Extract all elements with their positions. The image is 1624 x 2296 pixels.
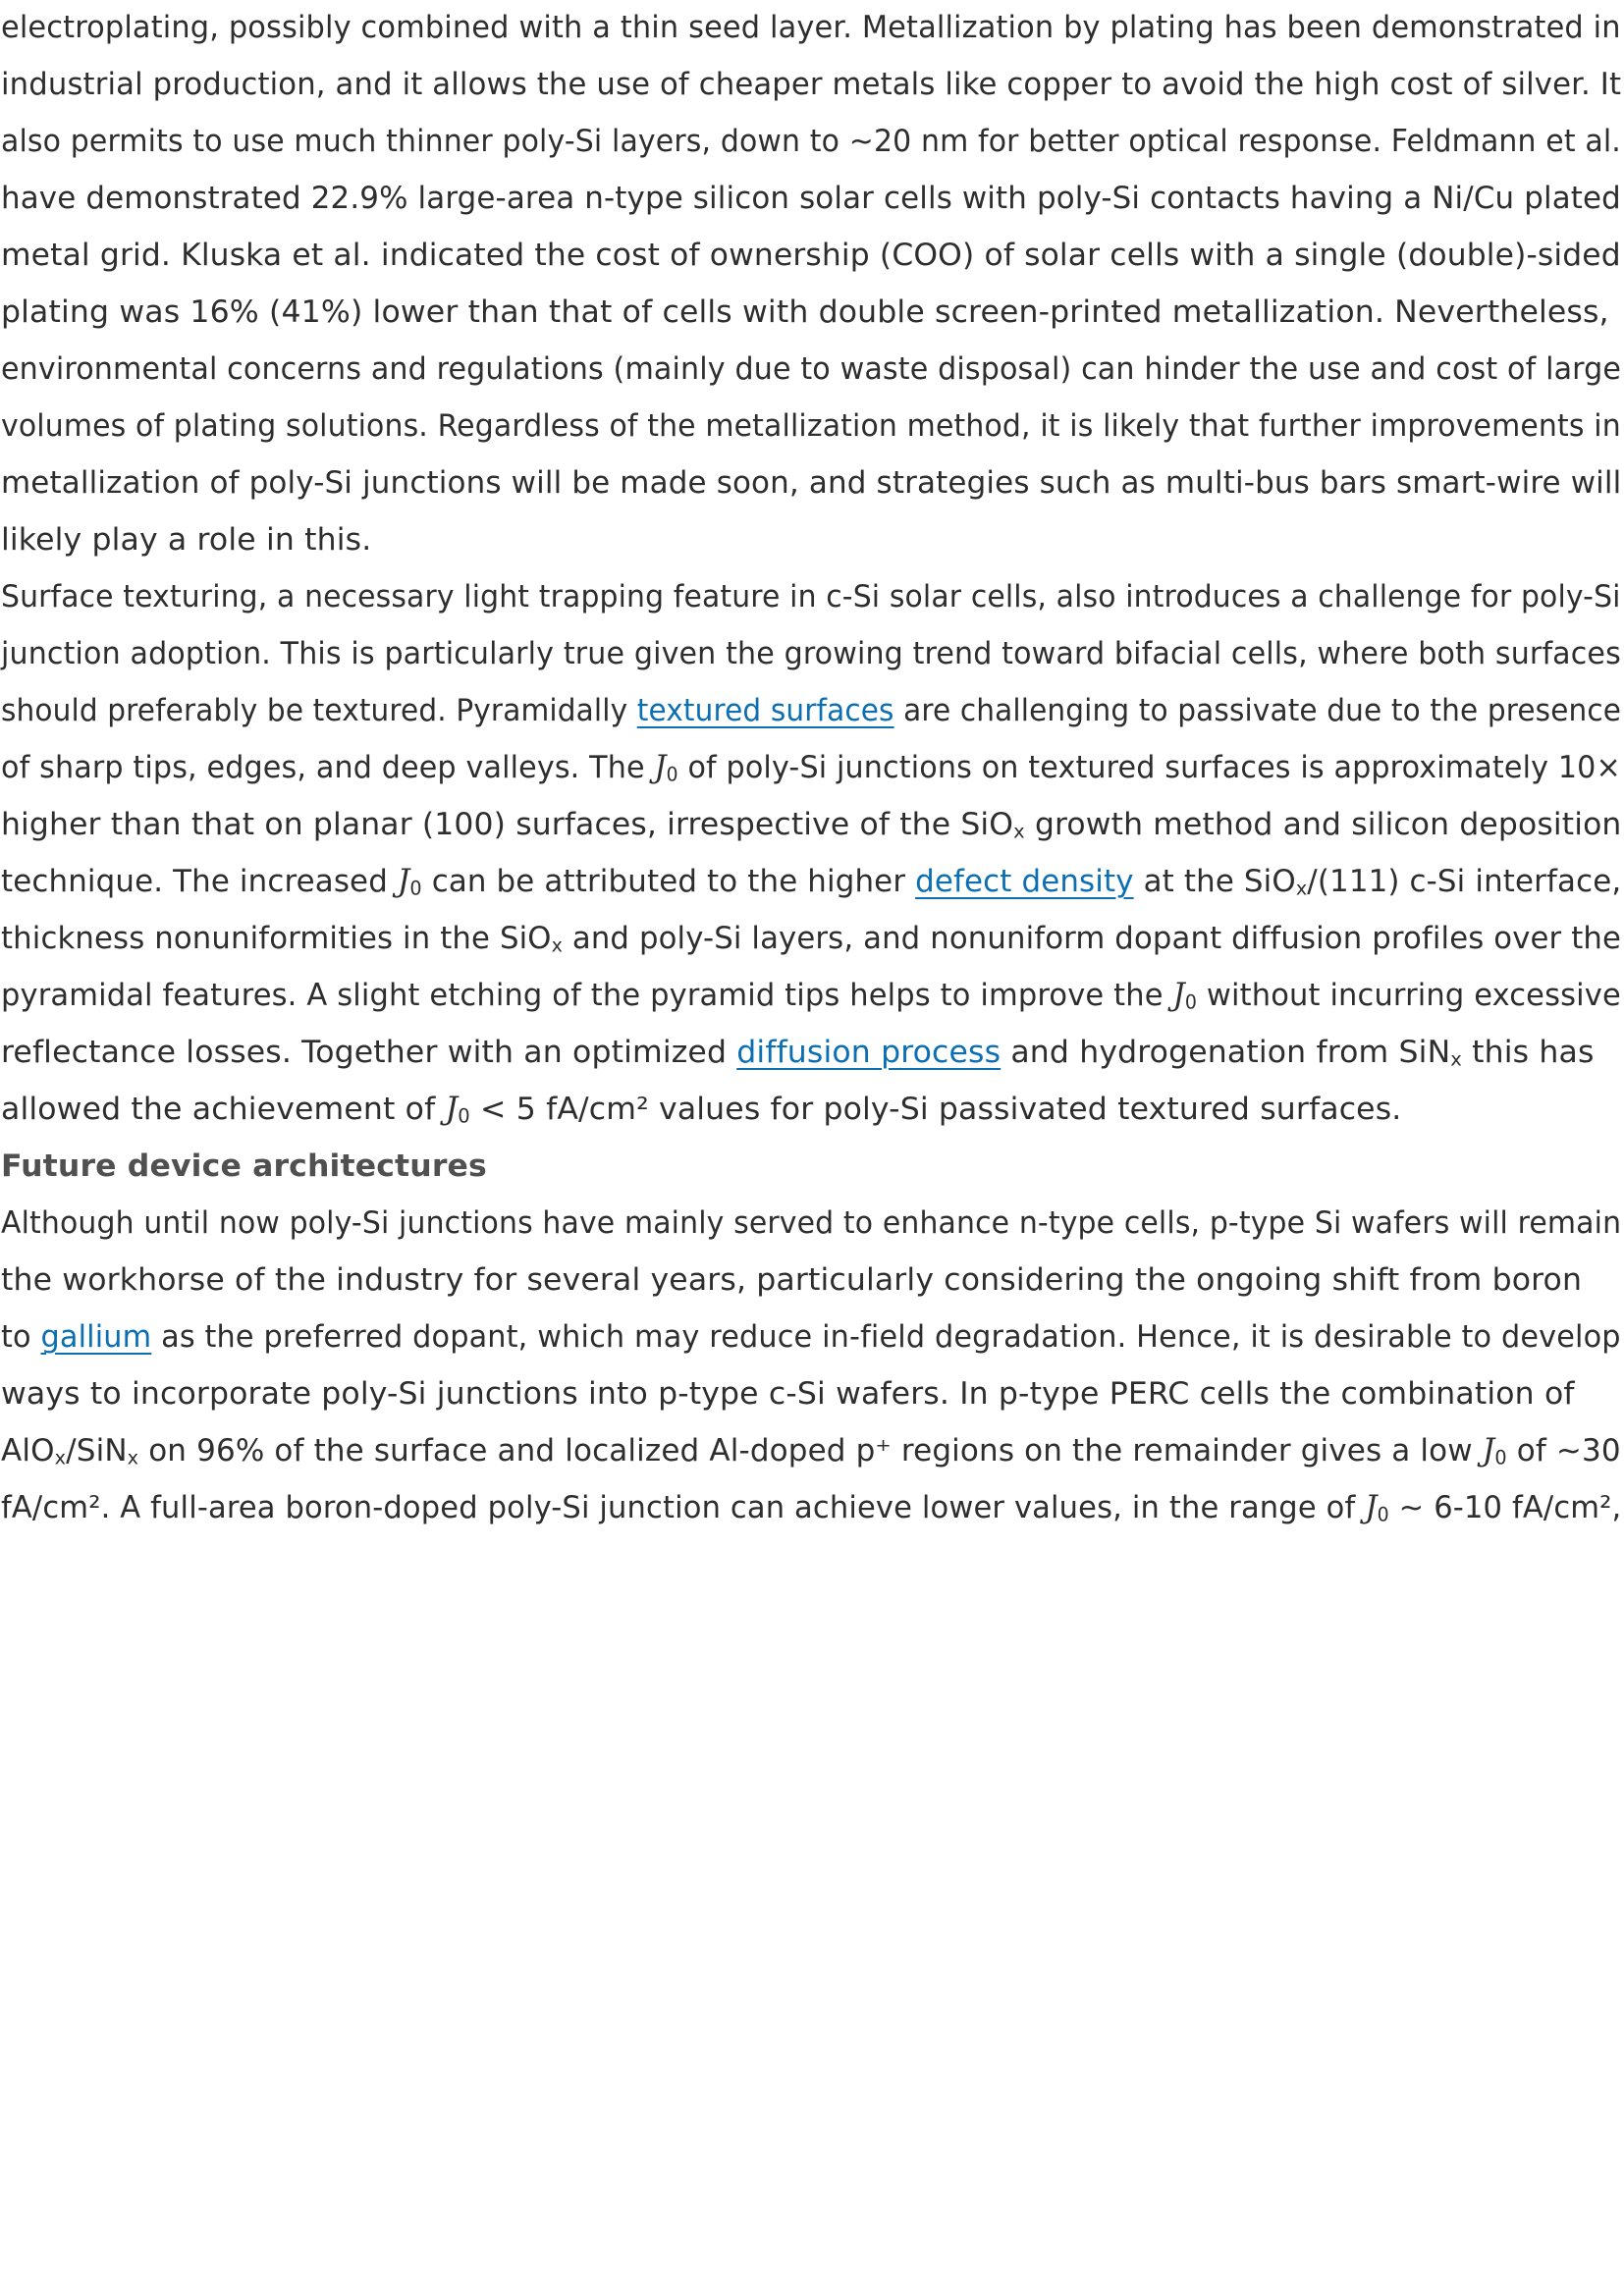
text-span: higher than that on planar (100) surfaces, irrespective of the SiO — [1, 807, 1014, 842]
text-span: of ~30 — [1506, 1433, 1621, 1468]
x-subscript: x — [1295, 877, 1308, 900]
paragraph-1-line-8: volumes of plating solutions. Regardless of the metallization method, it is likely that further improvements in — [1, 408, 1621, 444]
j0-symbol: J — [445, 1092, 459, 1127]
j0-subscript: 0 — [666, 763, 678, 786]
paragraph-1-line-7: environmental concerns and regulations (mainly due to waste disposal) can hinder the use and cost of large — [1, 351, 1622, 387]
text-span: /(111) c-Si interface, — [1307, 864, 1622, 899]
text-span: as the preferred dopant, which may reduce in-field degradation. Hence, it is desirable to develop — [151, 1319, 1621, 1355]
paragraph-1-line-10: likely play a role in this. — [1, 522, 372, 558]
x-subscript: x — [127, 1446, 139, 1469]
x-subscript: x — [551, 934, 563, 957]
text-span: should preferably be textured. Pyramidally — [1, 693, 637, 728]
text-span: on 96% of the surface and localized Al-doped p⁺ regions on the remainder gives a low — [138, 1433, 1483, 1468]
paragraph-2-line-6 — [1, 862, 1621, 905]
text-span: AlO — [1, 1433, 55, 1468]
paragraph-2-line-8 — [1, 976, 1621, 1019]
text-span: technique. The increased — [1, 864, 398, 899]
paragraph-1-line-1: electroplating, possibly combined with a thin seed layer. Metallization by plating has been demonstrated in — [1, 10, 1621, 45]
link-defect-density[interactable]: defect density — [915, 864, 1134, 899]
paragraph-1-line-6: plating was 16% (41%) lower than that of cells with double screen-printed metallization. Nevertheless, — [1, 294, 1609, 330]
paragraph-3-line-4: ways to incorporate poly-Si junctions into p-type c-Si wafers. In p-type PERC cells the combination of — [1, 1376, 1575, 1412]
paragraph-2-line-5 — [1, 805, 1621, 848]
paragraph-2-line-2: junction adoption. This is particularly true given the growing trend toward bifacial cells, where both surfaces — [1, 636, 1621, 671]
paragraph-3-line-5 — [1, 1431, 1621, 1474]
link-textured-surfaces[interactable]: textured surfaces — [636, 693, 894, 728]
paragraph-1-line-5: metal grid. Kluska et al. indicated the cost of ownership (COO) of solar cells with a single (double)-sided — [1, 238, 1621, 273]
text-span: without incurring excessive — [1197, 978, 1621, 1013]
j0-symbol: J — [1365, 1490, 1378, 1525]
j0-symbol: J — [654, 750, 667, 785]
text-span: and hydrogenation from SiN — [1001, 1035, 1451, 1070]
text-span: growth method and silicon deposition — [1024, 807, 1622, 842]
x-subscript: x — [1013, 820, 1025, 843]
text-span: and poly-Si layers, and nonuniform dopant diffusion profiles over the — [562, 921, 1622, 956]
paragraph-2-line-10 — [1, 1090, 1401, 1133]
j0-symbol: J — [397, 864, 410, 899]
x-subscript: x — [1450, 1047, 1462, 1071]
text-span: at the SiO — [1133, 864, 1296, 899]
j0-subscript: 0 — [458, 1104, 470, 1128]
paragraph-1-line-2: industrial production, and it allows the use of cheaper metals like copper to avoid the high cost of silver. It — [1, 67, 1622, 102]
j0-subscript: 0 — [1494, 1446, 1507, 1469]
link-gallium[interactable]: gallium — [40, 1319, 152, 1355]
x-subscript: x — [54, 1446, 67, 1469]
text-span: ~ 6-10 fA/cm², — [1388, 1490, 1622, 1525]
j0-symbol: J — [1172, 978, 1185, 1013]
text-span: of sharp tips, edges, and deep valleys. The — [1, 750, 655, 785]
text-span: to — [1, 1319, 41, 1355]
text-span: /SiN — [66, 1433, 128, 1468]
paragraph-1-line-3: also permits to use much thinner poly-Si layers, down to ~20 nm for better optical response. Feldmann et al. — [1, 124, 1621, 159]
text-span: are challenging to passivate due to the presence — [893, 693, 1622, 728]
paragraph-3-line-3 — [1, 1317, 1621, 1361]
j0-subscript: 0 — [1184, 990, 1198, 1014]
text-span: of poly-Si junctions on textured surfaces is approximately 10× — [677, 750, 1621, 785]
paragraph-1-line-4: have demonstrated 22.9% large-area n-type silicon solar cells with poly-Si contacts having a Ni/Cu plated — [1, 181, 1621, 216]
link-diffusion-process[interactable]: diffusion process — [736, 1035, 1001, 1070]
section-heading: Future device architectures — [1, 1148, 487, 1184]
j0-symbol: J — [1482, 1433, 1495, 1468]
paragraph-2-line-1: Surface texturing, a necessary light trapping feature in c-Si solar cells, also introduces a challenge for poly-Si — [1, 579, 1621, 614]
paragraph-3-line-6 — [1, 1488, 1621, 1531]
text-span: allowed the achievement of — [1, 1092, 446, 1127]
paragraph-2-line-3 — [1, 691, 1621, 734]
j0-subscript: 0 — [1377, 1503, 1389, 1526]
text-span: thickness nonuniformities in the SiO — [1, 921, 552, 956]
text-span: can be attributed to the higher — [421, 864, 916, 899]
text-span: reflectance losses. Together with an optimized — [1, 1035, 737, 1070]
text-span: < 5 fA/cm² values for poly-Si passivated textured surfaces. — [469, 1092, 1402, 1127]
text-span: this has — [1461, 1035, 1595, 1070]
paragraph-2-line-7 — [1, 919, 1621, 962]
paragraph-1-line-9: metallization of poly-Si junctions will be made soon, and strategies such as multi-bus bars smart-wire will — [1, 465, 1622, 501]
paragraph-3-line-2: the workhorse of the industry for several years, particularly considering the ongoing shift from boron — [1, 1262, 1583, 1298]
text-span: pyramidal features. A slight etching of the pyramid tips helps to improve the — [1, 978, 1173, 1013]
paragraph-2-line-4 — [1, 748, 1621, 791]
paragraph-2-line-9 — [1, 1033, 1595, 1076]
paragraph-3-line-1: Although until now poly-Si junctions have mainly served to enhance n-type cells, p-type Si wafers will remain — [1, 1205, 1622, 1241]
text-span: fA/cm². A full-area boron-doped poly-Si junction can achieve lower values, in the range of — [1, 1490, 1366, 1525]
j0-subscript: 0 — [409, 877, 422, 900]
